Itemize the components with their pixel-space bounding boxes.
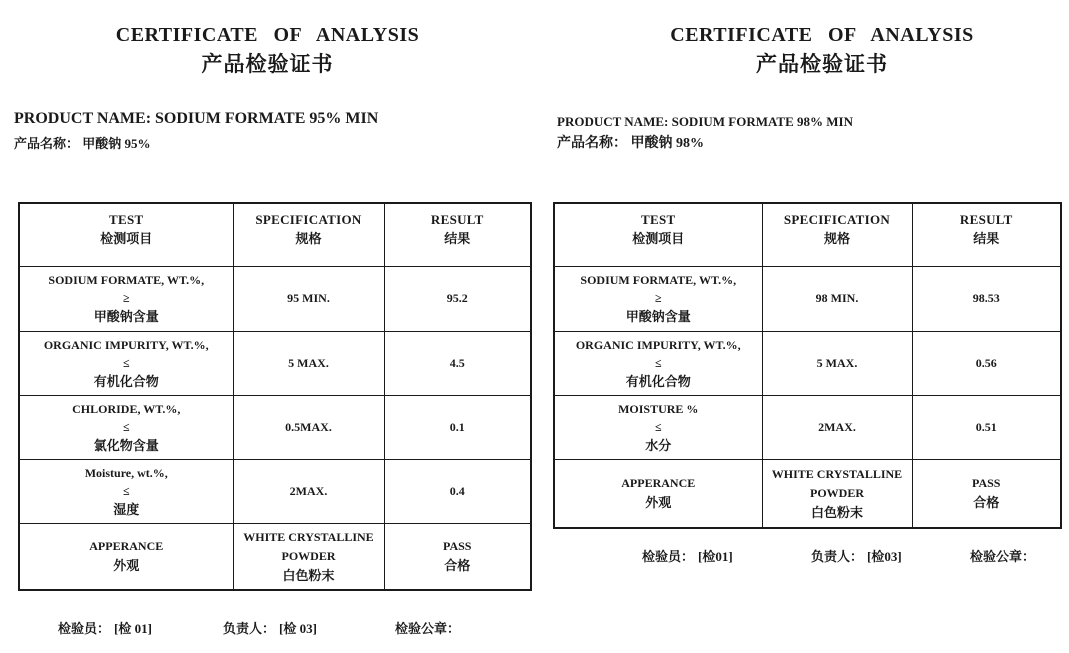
spec-value: 95 MIN.: [287, 291, 330, 305]
spec-value: 2MAX.: [818, 419, 856, 434]
result-value: 0.4: [449, 483, 465, 498]
test-symbol: ≤: [122, 483, 130, 498]
col-header-result-cn: 结果: [973, 231, 1000, 246]
spec-cell: [762, 395, 912, 459]
result-value: 98.53: [972, 291, 1000, 305]
footer-inspector: [58, 618, 152, 637]
inspector-label: 检验员：: [58, 621, 111, 636]
test-name-en: APPERANCE: [89, 539, 164, 554]
result-value: PASS: [443, 539, 472, 554]
footer-inspector: [642, 546, 733, 565]
col-header-spec-en: SPECIFICATION: [255, 212, 362, 227]
test-name-en: SODIUM FORMATE, WT.%,: [580, 273, 737, 287]
test-symbol: ≤: [654, 419, 662, 434]
result-cell: [384, 331, 531, 395]
result-cell: [384, 523, 531, 590]
col-header-spec-cn: 规格: [823, 231, 850, 246]
footer-manager: [811, 546, 902, 565]
test-symbol: ≥: [122, 291, 130, 305]
spec-value-cn: 白色粉末: [810, 504, 863, 520]
spec-cell: [762, 459, 912, 528]
test-symbol: ≤: [122, 355, 130, 370]
table-row: [554, 459, 1061, 528]
col-header-result-en: RESULT: [959, 212, 1013, 227]
test-name-cn: 外观: [645, 495, 672, 511]
table-header-row: [19, 203, 531, 266]
spec-value-cn: 白色粉末: [282, 567, 335, 583]
spec-value: 5 MAX.: [288, 355, 329, 370]
table-row: [19, 266, 531, 331]
inspector-label: 检验员：: [642, 549, 695, 564]
col-header-specification: [233, 203, 384, 266]
manager-label: 负责人：: [811, 549, 864, 564]
product-name: PRODUCT NAME: SODIUM FORMATE 95% MIN: [14, 110, 379, 127]
table-row: [19, 459, 531, 523]
result-cell: [384, 459, 531, 523]
col-header-result-cn: 结果: [444, 231, 471, 246]
test-cell: [554, 331, 762, 395]
test-cell: [19, 523, 233, 590]
test-name-en: APPERANCE: [621, 476, 696, 491]
seal-label: 检验公章：: [970, 549, 1036, 564]
analysis-table: [553, 202, 1062, 529]
result-value: PASS: [972, 476, 1001, 491]
manager-value: [检 03]: [279, 621, 317, 636]
test-cell: [19, 331, 233, 395]
footer-seal: [395, 618, 460, 637]
test-name-cn: 水分: [645, 437, 672, 453]
table-row: [19, 523, 531, 590]
result-value: 4.5: [449, 355, 465, 370]
spec-value: WHITE CRYSTALLINE POWDER: [243, 529, 374, 563]
certificate-title-cn: 产品检验证书: [201, 52, 334, 76]
col-header-test: [19, 203, 233, 266]
spec-value: 2MAX.: [289, 483, 328, 498]
col-header-spec-cn: 规格: [295, 231, 322, 246]
test-name-en: ORGANIC IMPURITY, WT.%,: [43, 337, 209, 352]
spec-cell: [233, 266, 384, 331]
test-name-cn: 氯化物含量: [93, 437, 159, 453]
test-name-en: ORGANIC IMPURITY, WT.%,: [575, 337, 741, 352]
test-name-en: MOISTURE %: [618, 401, 699, 416]
col-header-spec-en: SPECIFICATION: [783, 212, 891, 227]
col-header-test-en: TEST: [641, 212, 676, 227]
result-cell: [384, 395, 531, 459]
test-cell: [554, 459, 762, 528]
test-name-en: Moisture, wt.%,: [84, 465, 168, 480]
test-symbol: ≤: [654, 355, 662, 370]
result-value: 95.2: [446, 291, 468, 305]
product-name-cn: 产品名称： 甲酸钠 98%: [557, 136, 704, 151]
test-name-cn: 甲酸钠含量: [625, 309, 691, 324]
certificate-title-cn: 产品检验证书: [756, 52, 888, 76]
test-name-en: CHLORIDE, WT.%,: [72, 401, 181, 416]
inspector-value: [检01]: [698, 549, 733, 564]
spec-value: 0.5MAX.: [285, 419, 332, 434]
test-cell: [19, 266, 233, 331]
col-header-result: [384, 203, 531, 266]
table-row: [554, 395, 1061, 459]
col-header-result-en: RESULT: [430, 212, 484, 227]
product-name: PRODUCT NAME: SODIUM FORMATE 98% MIN: [557, 114, 853, 129]
result-cell: [912, 395, 1061, 459]
analysis-table: [18, 202, 532, 591]
col-header-test-cn: 检测项目: [100, 231, 153, 246]
test-name-en: SODIUM FORMATE, WT.%,: [48, 273, 205, 287]
spec-value: 5 MAX.: [816, 355, 858, 370]
result-cell: [912, 331, 1061, 395]
spec-value: 98 MIN.: [815, 291, 859, 305]
spec-value: WHITE CRYSTALLINE POWDER: [771, 466, 903, 500]
spec-cell: [233, 395, 384, 459]
spec-cell: [762, 266, 912, 331]
col-header-specification: [762, 203, 912, 266]
col-header-result: [912, 203, 1061, 266]
test-name-cn: 湿度: [113, 501, 140, 517]
spec-cell: [233, 523, 384, 590]
test-cell: [19, 395, 233, 459]
col-header-test-cn: 检测项目: [632, 231, 685, 246]
test-name-cn: 有机化合物: [93, 373, 159, 389]
result-cell: [912, 266, 1061, 331]
manager-label: 负责人：: [223, 621, 276, 636]
spec-cell: [762, 331, 912, 395]
col-header-test-en: TEST: [109, 212, 144, 227]
col-header-test: [554, 203, 762, 266]
result-value-cn: 合格: [973, 495, 1000, 511]
certificate-title: CERTIFICATE OF ANALYSIS: [670, 24, 974, 46]
test-cell: [19, 459, 233, 523]
table-header-row: [554, 203, 1061, 266]
inspector-value: [检 01]: [114, 621, 152, 636]
footer-seal: [970, 546, 1035, 565]
manager-value: [检03]: [867, 549, 902, 564]
footer-manager: [223, 618, 317, 637]
test-name-cn: 有机化合物: [625, 373, 691, 389]
test-name-cn: 甲酸钠含量: [93, 309, 159, 324]
test-cell: [554, 395, 762, 459]
certificate-98: [535, 0, 1069, 653]
test-symbol: ≤: [122, 419, 130, 434]
result-value: 0.1: [449, 419, 465, 434]
seal-label: 检验公章：: [395, 621, 461, 636]
test-cell: [554, 266, 762, 331]
table-row: [19, 331, 531, 395]
result-value: 0.56: [975, 355, 997, 370]
result-value-cn: 合格: [444, 558, 471, 574]
table-row: [554, 331, 1061, 395]
test-name-cn: 外观: [113, 558, 140, 574]
result-value: 0.51: [975, 419, 997, 434]
table-row: [19, 395, 531, 459]
product-name-cn: 产品名称： 甲酸钠 95%: [14, 136, 151, 151]
table-row: [554, 266, 1061, 331]
spec-cell: [233, 331, 384, 395]
result-cell: [912, 459, 1061, 528]
test-symbol: ≥: [654, 291, 662, 305]
spec-cell: [233, 459, 384, 523]
result-cell: [384, 266, 531, 331]
certificate-title: CERTIFICATE OF ANALYSIS: [115, 24, 420, 46]
